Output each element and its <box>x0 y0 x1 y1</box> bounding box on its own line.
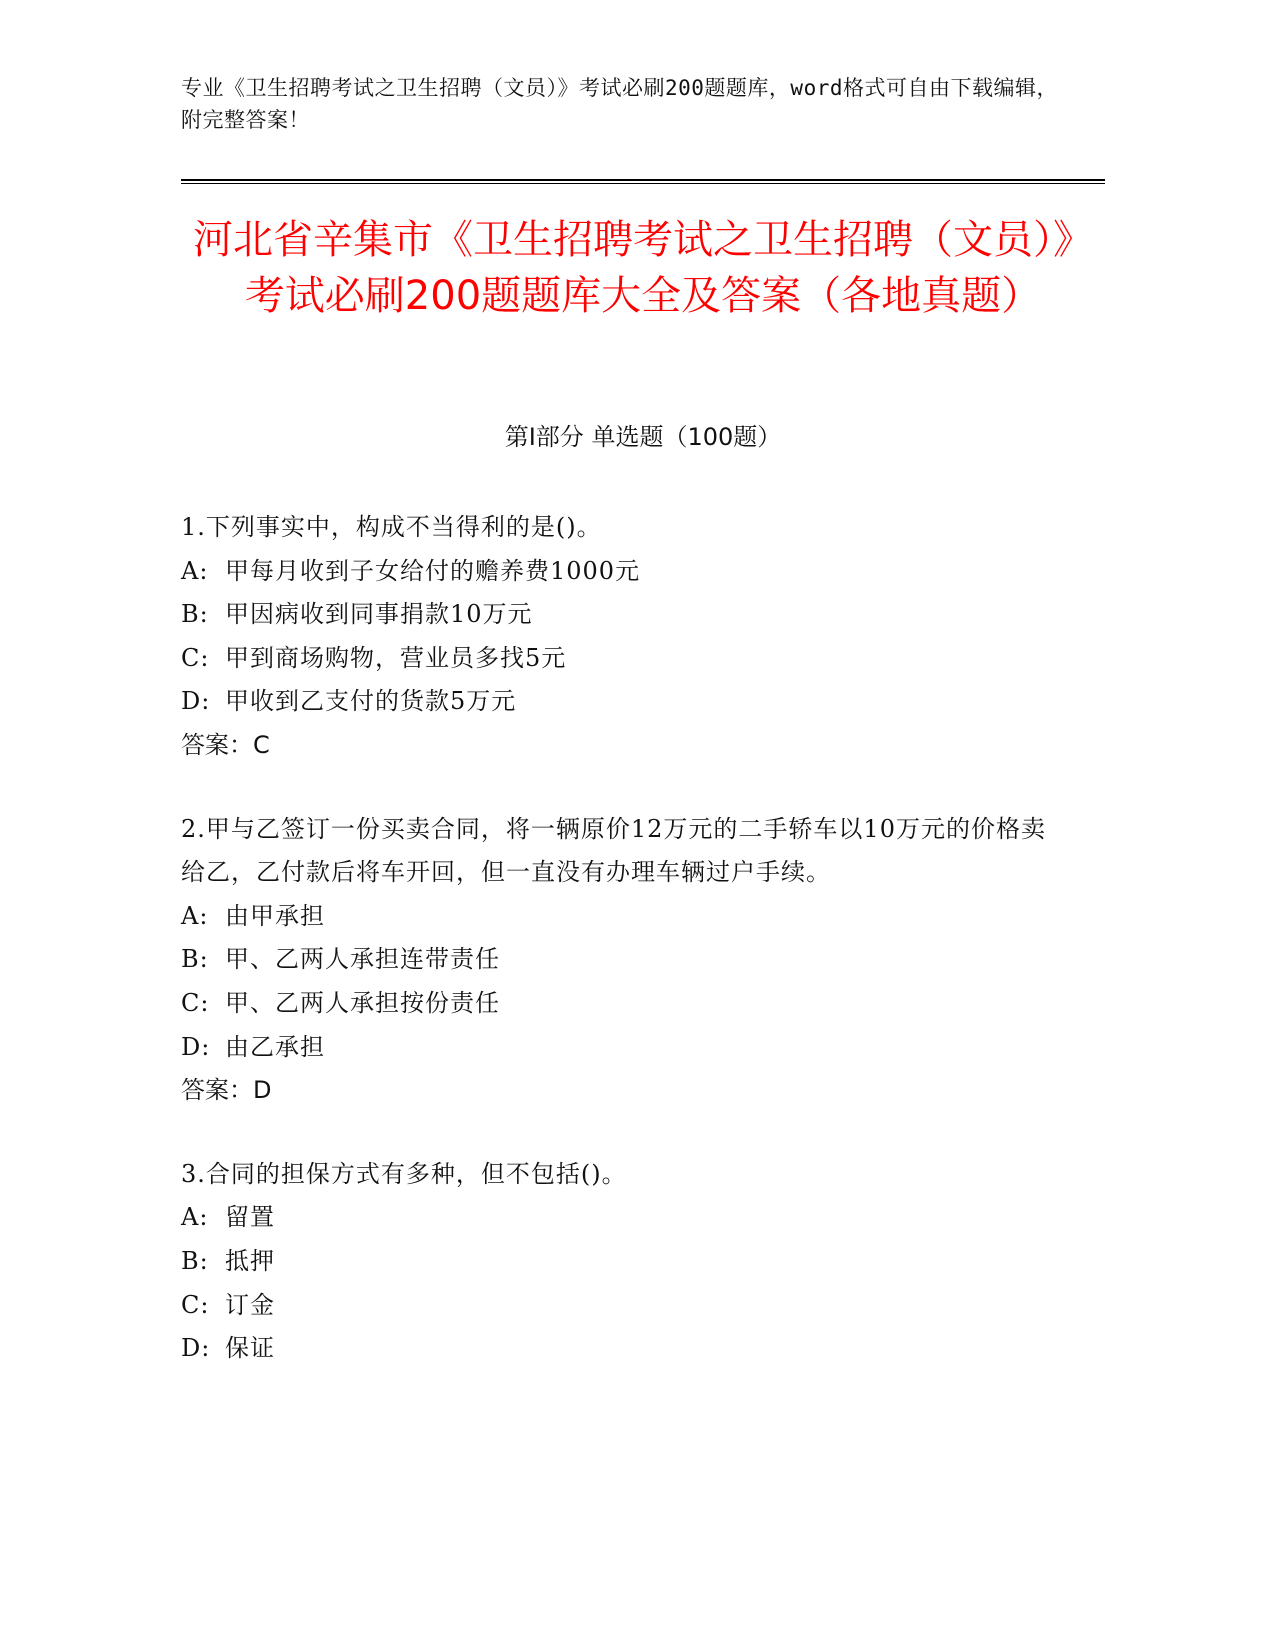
option-text: 抵押 <box>225 1246 275 1275</box>
option-text: 甲每月收到子女给付的赡养费1000元 <box>225 556 641 585</box>
question-stem: 2.甲与乙签订一份买卖合同，将一辆原价12万元的二手轿车以10万元的价格卖给乙，乙付款后将车开回，但一直没有办理车辆过户手续。 <box>181 814 1046 887</box>
option-a <box>181 895 1061 939</box>
option-text: 保证 <box>225 1334 275 1363</box>
question-stem: 3.合同的担保方式有多种，但不包括()。 <box>181 1159 627 1188</box>
question-stem: 1.下列事实中，构成不当得利的是()。 <box>181 513 602 541</box>
option-b <box>181 938 1061 982</box>
option-b <box>181 1240 1061 1284</box>
option-c <box>181 982 1061 1026</box>
option-text: 由乙承担 <box>225 1032 325 1061</box>
header-divider-thick <box>181 179 1105 181</box>
option-d <box>181 1026 1061 1070</box>
header-divider-thin <box>181 183 1105 184</box>
option-label: B: <box>181 600 209 629</box>
option-label: A: <box>181 1203 209 1232</box>
option-text: 甲收到乙支付的货款5万元 <box>225 687 517 716</box>
option-c <box>181 637 1061 681</box>
answer-line: 答案：D <box>181 1076 272 1105</box>
document-title: 河北省辛集市《卫生招聘考试之卫生招聘（文员）》考试必刷200题题库大全及答案（各地真题） <box>193 217 1093 319</box>
option-text: 留置 <box>225 1203 275 1232</box>
option-a <box>181 1196 1061 1240</box>
option-label: D: <box>181 687 211 716</box>
option-text: 甲、乙两人承担按份责任 <box>225 988 500 1017</box>
option-label: C: <box>181 1290 210 1319</box>
option-label: A: <box>181 556 209 585</box>
option-text: 甲到商场购物，营业员多找5元 <box>225 643 567 672</box>
answer-line: 答案：C <box>181 730 270 759</box>
option-text: 订金 <box>225 1290 275 1319</box>
option-label: A: <box>181 901 209 930</box>
option-label: D: <box>181 1032 211 1061</box>
option-label: B: <box>181 945 209 974</box>
question-2 <box>181 808 1061 1113</box>
question-1 <box>181 506 1061 768</box>
question-3 <box>181 1153 1061 1371</box>
option-d <box>181 680 1061 724</box>
option-d <box>181 1327 1061 1371</box>
option-c <box>181 1284 1061 1328</box>
option-a <box>181 550 1061 594</box>
question-list <box>181 506 1061 1411</box>
option-text: 甲、乙两人承担连带责任 <box>225 945 500 974</box>
option-label: C: <box>181 643 210 672</box>
option-text: 由甲承担 <box>225 901 325 930</box>
option-label: D: <box>181 1334 211 1363</box>
option-text: 甲因病收到同事捐款10万元 <box>225 600 533 629</box>
option-label: C: <box>181 988 210 1017</box>
header-note: 专业《卫生招聘考试之卫生招聘（文员）》考试必刷200题题库，word格式可自由下载编辑，附完整答案！ <box>181 76 1058 132</box>
option-label: B: <box>181 1246 209 1275</box>
section-title: 第Ⅰ部分 单选题（100题） <box>504 423 782 451</box>
option-b <box>181 593 1061 637</box>
